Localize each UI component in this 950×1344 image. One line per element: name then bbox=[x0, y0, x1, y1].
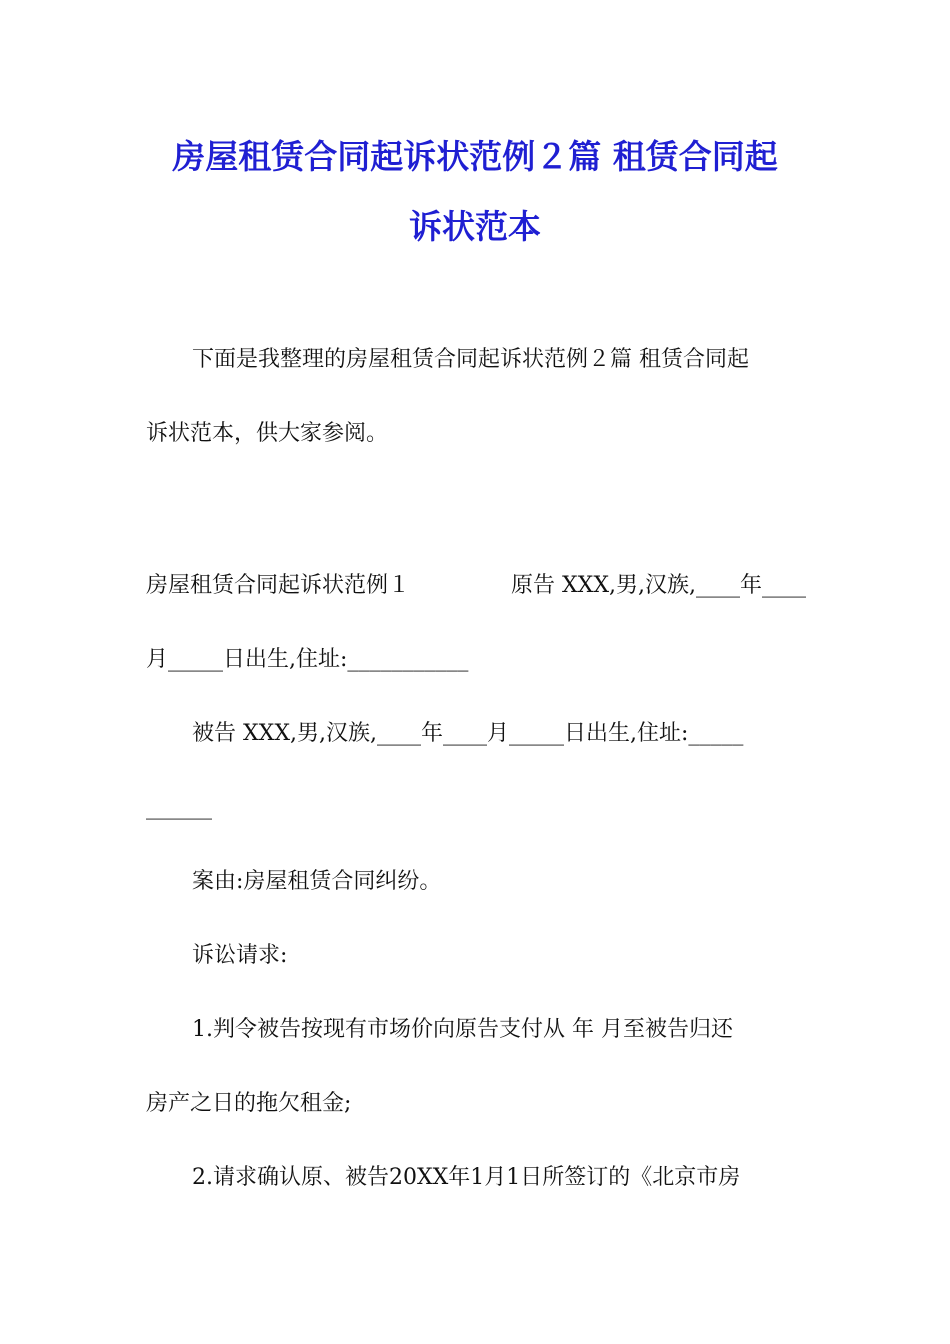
plaintiff-paragraph-line-1 bbox=[146, 571, 806, 601]
document-title-line-1: 房屋租赁合同起诉状范例２篇 租赁合同起 bbox=[172, 137, 778, 176]
defendant-paragraph-line-2: ______ bbox=[146, 795, 212, 820]
claim-1-line-1: 1.判令被告按现有市场价向原告支付从 年 月至被告归还 bbox=[192, 1017, 733, 1042]
plaintiff-paragraph-line-2: 月_____日出生,住址:___________ bbox=[146, 647, 469, 672]
defendant-paragraph-line-1: 被告 XXX,男,汉族,____年____月_____日出生,住址:_____ bbox=[192, 721, 744, 746]
intro-paragraph-line-1: 下面是我整理的房屋租赁合同起诉状范例２篇 租赁合同起 bbox=[192, 347, 749, 372]
case-cause: 案由:房屋租赁合同纠纷。 bbox=[192, 869, 442, 894]
claim-2-line-1: 2.请求确认原、被告20XX年1月1日所签订的《北京市房 bbox=[192, 1165, 741, 1190]
claims-heading: 诉讼请求: bbox=[192, 943, 288, 968]
intro-paragraph-line-2: 诉状范本，供大家参阅。 bbox=[146, 421, 389, 446]
document-title-line-2: 诉状范本 bbox=[409, 207, 541, 246]
claim-1-line-2: 房产之日的拖欠租金; bbox=[146, 1091, 352, 1116]
plaintiff-info: 原告 XXX,男,汉族,____年____ bbox=[511, 573, 806, 598]
section-heading: 房屋租赁合同起诉状范例１ bbox=[146, 573, 411, 598]
